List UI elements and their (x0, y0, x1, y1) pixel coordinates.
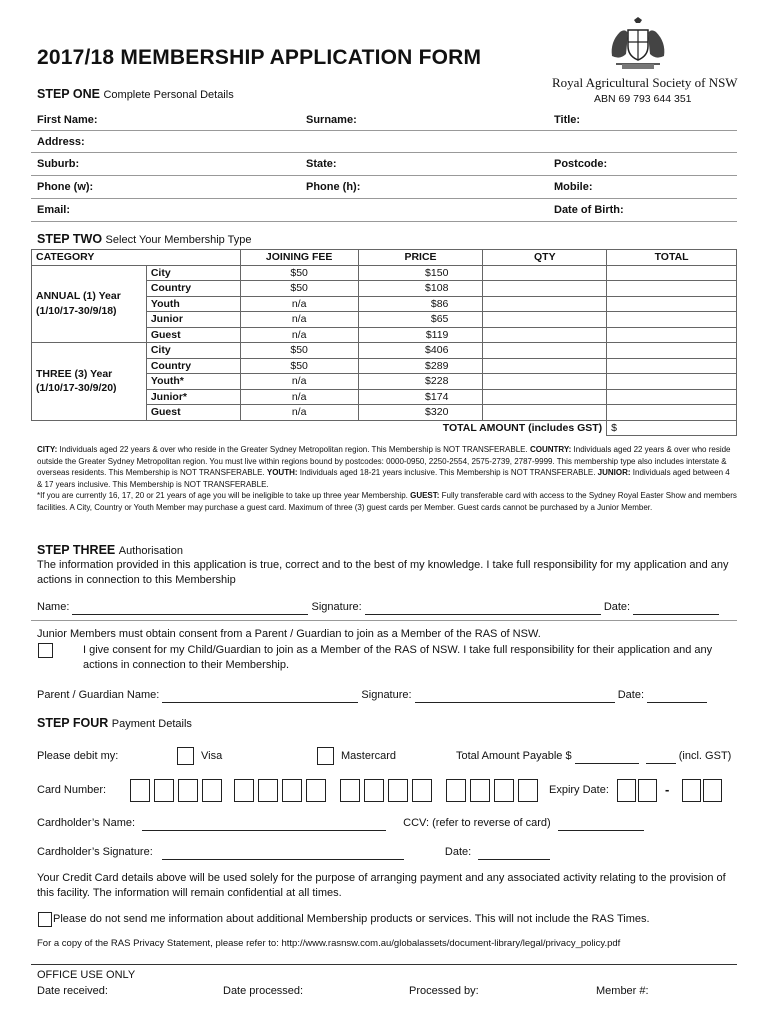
joining-fee: n/a (240, 296, 358, 312)
guardian-name-field[interactable] (162, 702, 358, 703)
card-digit-box[interactable] (178, 779, 198, 802)
total-cell[interactable] (607, 281, 737, 297)
qty-cell[interactable] (483, 281, 607, 297)
column-header: PRICE (358, 250, 483, 266)
expiry-separator: - (665, 782, 670, 797)
card-digit-box[interactable] (202, 779, 222, 802)
divider (31, 221, 737, 222)
expiry-year-box[interactable] (682, 779, 701, 802)
optout-text: Please do not send me information about additional Membership products or services. This will not include the RAS Times. (53, 913, 650, 925)
guardian-date-field[interactable] (647, 702, 707, 703)
divider (31, 130, 737, 131)
page-title: 2017/18 MEMBERSHIP APPLICATION FORM (37, 46, 482, 69)
surname-label: Surname: (306, 114, 357, 126)
total-cell[interactable] (607, 265, 737, 281)
table-row (32, 265, 737, 281)
total-payable-cents[interactable] (646, 763, 676, 764)
qty-cell[interactable] (483, 312, 607, 328)
total-cell[interactable] (607, 327, 737, 343)
card-digit-box[interactable] (282, 779, 302, 802)
ras-crest-icon (606, 16, 670, 72)
title-label: Title: (554, 114, 581, 126)
cardholder-name-row: Cardholder’s Name: CCV: (refer to reverse of card) (37, 816, 737, 831)
joining-fee: $50 (240, 358, 358, 374)
cardholder-name-field[interactable] (142, 830, 386, 831)
name-field[interactable] (72, 614, 308, 615)
step-two-subheading: Select Your Membership Type (105, 234, 252, 246)
phone-h-label: Phone (h): (306, 181, 361, 193)
qty-cell[interactable] (483, 358, 607, 374)
qty-cell[interactable] (483, 389, 607, 405)
divider (31, 175, 737, 176)
card-number-label: Card Number: (37, 784, 107, 796)
qty-cell[interactable] (483, 374, 607, 390)
applicant-signature-row: Name: Signature: Date: (37, 600, 737, 615)
card-digit-box[interactable] (234, 779, 254, 802)
table-header-row (32, 250, 737, 266)
organisation-name: Royal Agricultural Society of NSW (552, 75, 738, 90)
joining-fee: n/a (240, 374, 358, 390)
date-field[interactable] (633, 614, 719, 615)
qty-cell[interactable] (483, 327, 607, 343)
card-digit-box[interactable] (130, 779, 150, 802)
mobile-label: Mobile: (554, 181, 593, 193)
date-processed-label: Date processed: (223, 985, 304, 997)
qty-cell[interactable] (483, 265, 607, 281)
membership-notes: CITY: Individuals aged 22 years & over who reside in the Greater Sydney Metropolitan region. This Membership is NOT TRANSFERABLE. COUNTRY: Individuals aged 22 years & over who reside outside the Greater Sydney Metropolitan region. You must live within regions bound by postcodes: 0000-0950, 2250-2554, 2575-2739, 2787-9999. This membership type also includes interstate & overseas residents. This Membership is NOT TRANSFERABLE. YOUTH: Individuals aged 18-21 years inclusive. This Membership is NOT TRANSFERABLE. JUNIOR: Individuals aged between 4 & 17 years inclusive. This Membership is NOT TRANSFERABLE. *If you are currently 16, 17, 20 or 21 years of age you will be ineligible to take up three year Membership. GUEST: Fully transferable card with access to the Sydney Royal Easter Show and members facilities. A City, Country or Youth Member may purchase a guest card. Maximum of three (3) guest cards per Member. Guest cards cannot be purchased by a Junior Member. (37, 445, 737, 512)
postcode-label: Postcode: (554, 158, 608, 170)
membership-type: Guest (146, 405, 240, 421)
category-three-year: THREE (3) Year (1/10/17-30/9/20) (32, 343, 147, 421)
divider (31, 964, 737, 965)
total-cell[interactable] (607, 358, 737, 374)
card-digit-box[interactable] (494, 779, 514, 802)
expiry-month-box[interactable] (638, 779, 657, 802)
visa-checkbox[interactable] (177, 747, 194, 765)
step-four-subheading: Payment Details (111, 718, 192, 730)
price: $320 (358, 405, 483, 421)
price: $150 (358, 265, 483, 281)
total-cell[interactable] (607, 312, 737, 328)
credit-card-note: Your Credit Card details above will be used solely for the purpose of arranging payment and any associated activity relating to the provision of this facility. The information will remain confidential at all times. (37, 872, 726, 899)
column-header: QTY (483, 250, 607, 266)
card-digit-box[interactable] (412, 779, 432, 802)
consent-checkbox[interactable] (38, 643, 53, 658)
qty-cell[interactable] (483, 296, 607, 312)
ccv-field[interactable] (558, 830, 644, 831)
step-two-heading: STEP TWO Select Your Membership Type (37, 232, 252, 246)
address-label: Address: (37, 136, 85, 148)
mastercard-checkbox[interactable] (317, 747, 334, 765)
expiry-label: Expiry Date: (549, 784, 609, 796)
consent-text: I give consent for my Child/Guardian to join as a Member of the RAS of NSW. I take full responsibility for their application and any actions in connection to their Membership. (83, 644, 713, 671)
card-digit-box[interactable] (340, 779, 360, 802)
step-three-heading: STEP THREE Authorisation (37, 543, 183, 557)
membership-table (31, 249, 737, 436)
qty-cell[interactable] (483, 405, 607, 421)
membership-type: City (146, 343, 240, 359)
joining-fee: n/a (240, 312, 358, 328)
membership-type: Youth (146, 296, 240, 312)
optout-checkbox[interactable] (38, 912, 52, 927)
membership-type: Junior (146, 312, 240, 328)
column-header: CATEGORY (32, 250, 241, 266)
qty-cell[interactable] (483, 343, 607, 359)
total-cell[interactable] (607, 389, 737, 405)
cardholder-date-field[interactable] (478, 859, 550, 860)
declaration-text: The information provided in this application is true, correct and to the best of my knowledge. I take full responsibility for my application and any actions in connection to this Membership (37, 559, 729, 586)
joining-fee: n/a (240, 327, 358, 343)
total-cell[interactable] (607, 405, 737, 421)
cardholder-signature-field[interactable] (162, 859, 404, 860)
date-received-label: Date received: (37, 985, 108, 997)
expiry-month-box[interactable] (617, 779, 636, 802)
joining-fee: $50 (240, 281, 358, 297)
card-digit-box[interactable] (470, 779, 490, 802)
membership-type: Junior* (146, 389, 240, 405)
membership-type: City (146, 265, 240, 281)
category-annual: ANNUAL (1) Year (1/10/17-30/9/18) (32, 265, 147, 343)
total-cell[interactable] (607, 296, 737, 312)
junior-note: Junior Members must obtain consent from a Parent / Guardian to join as a Member of the RAS of NSW. (37, 628, 541, 640)
joining-fee: n/a (240, 389, 358, 405)
dob-label: Date of Birth: (554, 204, 624, 216)
step-three-subheading: Authorisation (118, 545, 183, 557)
divider (31, 152, 737, 153)
guardian-signature-row: Parent / Guardian Name: Signature: Date: (37, 688, 737, 703)
card-digit-box[interactable] (388, 779, 408, 802)
price: $289 (358, 358, 483, 374)
step-one-subheading: Complete Personal Details (103, 89, 234, 101)
visa-label: Visa (201, 750, 223, 762)
expiry-year-box[interactable] (703, 779, 722, 802)
price: $119 (358, 327, 483, 343)
total-amount-field[interactable]: $ (607, 420, 737, 436)
column-header: TOTAL (607, 250, 737, 266)
price: $86 (358, 296, 483, 312)
membership-type: Country (146, 281, 240, 297)
phone-w-label: Phone (w): (37, 181, 94, 193)
step-four-heading: STEP FOUR Payment Details (37, 716, 192, 730)
divider (31, 620, 737, 621)
debit-label: Please debit my: (37, 750, 119, 762)
processed-by-label: Processed by: (409, 985, 479, 997)
total-cell[interactable] (607, 374, 737, 390)
membership-type: Country (146, 358, 240, 374)
member-number-label: Member #: (596, 985, 649, 997)
column-header: JOINING FEE (240, 250, 358, 266)
card-digit-box[interactable] (364, 779, 384, 802)
step-one-heading: STEP ONE Complete Personal Details (37, 87, 234, 101)
total-amount-label: TOTAL AMOUNT (includes GST) (32, 420, 607, 436)
state-label: State: (306, 158, 337, 170)
joining-fee: $50 (240, 343, 358, 359)
joining-fee: n/a (240, 405, 358, 421)
price: $65 (358, 312, 483, 328)
abn-number: ABN 69 793 644 351 (594, 93, 692, 105)
divider (31, 198, 737, 199)
first-name-label: First Name: (37, 114, 98, 126)
card-digit-box[interactable] (446, 779, 466, 802)
card-digit-box[interactable] (518, 779, 538, 802)
table-row (32, 343, 737, 359)
suburb-label: Suburb: (37, 158, 80, 170)
price: $174 (358, 389, 483, 405)
total-payable-dollars[interactable] (575, 763, 639, 764)
privacy-statement: For a copy of the RAS Privacy Statement, please refer to: http://www.rasnsw.com.au/globalassets/document-library/legal/privacy_policy.pdf (37, 938, 621, 949)
guardian-signature-field[interactable] (415, 702, 615, 703)
membership-type: Guest (146, 327, 240, 343)
total-row (32, 420, 737, 436)
card-digit-box[interactable] (258, 779, 278, 802)
total-payable-row: Total Amount Payable $ (incl. GST) (456, 750, 732, 762)
card-digit-box[interactable] (154, 779, 174, 802)
office-use-heading: OFFICE USE ONLY (37, 969, 136, 981)
signature-field[interactable] (365, 614, 601, 615)
card-digit-box[interactable] (306, 779, 326, 802)
price: $406 (358, 343, 483, 359)
membership-type: Youth* (146, 374, 240, 390)
joining-fee: $50 (240, 265, 358, 281)
price: $228 (358, 374, 483, 390)
email-label: Email: (37, 204, 71, 216)
mastercard-label: Mastercard (341, 750, 397, 762)
total-cell[interactable] (607, 343, 737, 359)
price: $108 (358, 281, 483, 297)
cardholder-signature-row: Cardholder’s Signature: Date: (37, 845, 737, 860)
